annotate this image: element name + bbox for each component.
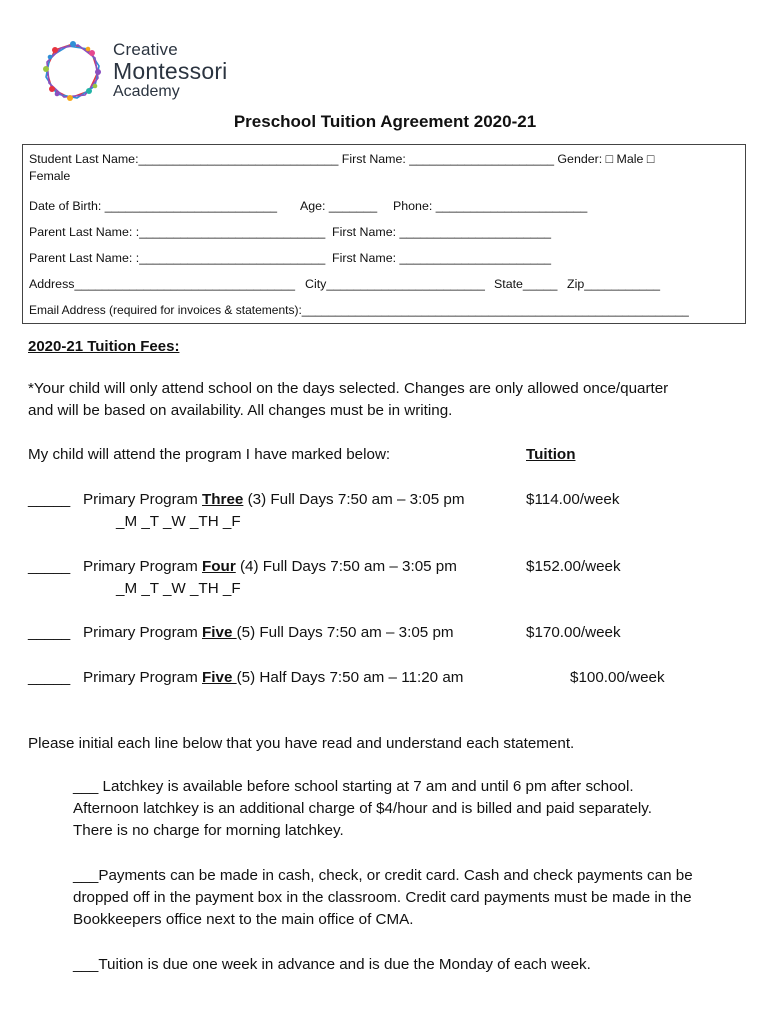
parent2-last-name-field[interactable]: Parent Last Name: :___________________________ bbox=[29, 251, 326, 265]
brand-name-line1: Creative bbox=[113, 40, 178, 59]
program-hours: (5) Half Days 7:50 am – 11:20 am bbox=[236, 669, 464, 686]
latchkey-statement-line: Afternoon latchkey is an additional charge of $4/hour and is billed and paid separately. bbox=[73, 800, 652, 817]
program-five-half-price: $100.00/week bbox=[570, 669, 665, 686]
notice-line-2: and will be based on availability. All changes must be in writing. bbox=[28, 402, 453, 419]
tuition-header: Tuition bbox=[526, 446, 576, 463]
program-five-full-price: $170.00/week bbox=[526, 624, 621, 641]
program-five-half-blank[interactable]: _____ bbox=[28, 669, 71, 686]
program-three-blank[interactable]: _____ bbox=[28, 491, 71, 508]
page-title: Preschool Tuition Agreement 2020-21 bbox=[233, 112, 537, 131]
student-name-gender-field[interactable]: Student Last Name:_____________________________ First Name: _____________________ Gender: □ Male □ bbox=[29, 152, 655, 166]
fees-heading: 2020-21 Tuition Fees: bbox=[28, 338, 180, 355]
zip-field[interactable]: Zip___________ bbox=[567, 277, 661, 291]
notice-line-1: *Your child will only attend school on the days selected. Changes are only allowed once/quarter bbox=[28, 380, 669, 397]
parent1-first-name-field[interactable]: First Name: ______________________ bbox=[332, 225, 552, 239]
program-four-blank[interactable]: _____ bbox=[28, 558, 71, 575]
latchkey-statement-line: There is no charge for morning latchkey. bbox=[73, 822, 344, 839]
payments-statement-line: dropped off in the payment box in the classroom. Credit card payments must be made in the bbox=[73, 889, 692, 906]
program-days-word: Five bbox=[202, 624, 237, 641]
female-option[interactable]: Female bbox=[29, 169, 71, 183]
tuition-due-statement-line[interactable]: ___Tuition is due one week in advance and is due the Monday of each week. bbox=[73, 956, 591, 973]
brand-name-line3: Academy bbox=[113, 83, 180, 100]
program-three-days[interactable]: _M _T _W _TH _F bbox=[116, 513, 241, 530]
program-hours: (3) Full Days 7:50 am – 3:05 pm bbox=[243, 491, 465, 508]
email-field[interactable]: Email Address (required for invoices & statements):__________________________________________________________ bbox=[29, 303, 689, 317]
city-field[interactable]: City_______________________ bbox=[305, 277, 485, 291]
payments-statement-line[interactable]: ___Payments can be made in cash, check, or credit card. Cash and check payments can be bbox=[73, 867, 693, 884]
initial-instruction: Please initial each line below that you have read and understand each statement. bbox=[28, 735, 575, 752]
program-label: Primary Program bbox=[83, 624, 202, 641]
state-field[interactable]: State_____ bbox=[494, 277, 558, 291]
address-field[interactable]: Address________________________________ bbox=[29, 277, 295, 291]
program-five-full-blank[interactable]: _____ bbox=[28, 624, 71, 641]
brand-name-line2: Montessori bbox=[113, 58, 228, 84]
dob-field[interactable]: Date of Birth: _________________________ bbox=[29, 199, 278, 213]
program-label: Primary Program bbox=[83, 558, 202, 575]
program-days-word: Four bbox=[202, 558, 236, 575]
latchkey-statement-line[interactable]: ___ Latchkey is available before school starting at 7 am and until 6 pm after school. bbox=[73, 778, 634, 795]
program-label: Primary Program bbox=[83, 669, 202, 686]
academy-logo-icon bbox=[40, 36, 106, 106]
program-hours: (4) Full Days 7:50 am – 3:05 pm bbox=[235, 558, 457, 575]
program-label: Primary Program bbox=[83, 491, 202, 508]
attend-label: My child will attend the program I have marked below: bbox=[28, 446, 391, 463]
program-three-line bbox=[83, 491, 465, 508]
payments-statement-line: Bookkeepers office next to the main office of CMA. bbox=[73, 911, 414, 928]
phone-field[interactable]: Phone: ______________________ bbox=[393, 199, 588, 213]
age-field[interactable]: Age: _______ bbox=[300, 199, 378, 213]
program-days-word: Three bbox=[202, 491, 244, 508]
program-five-half-line bbox=[83, 669, 463, 686]
program-four-days[interactable]: _M _T _W _TH _F bbox=[116, 580, 241, 597]
program-five-full-line bbox=[83, 624, 454, 641]
program-three-price: $114.00/week bbox=[526, 491, 620, 508]
program-days-word: Five bbox=[202, 669, 237, 686]
parent1-last-name-field[interactable]: Parent Last Name: :___________________________ bbox=[29, 225, 326, 239]
program-four-price: $152.00/week bbox=[526, 558, 621, 575]
program-four-line bbox=[83, 558, 457, 575]
program-hours: (5) Full Days 7:50 am – 3:05 pm bbox=[236, 624, 454, 641]
parent2-first-name-field[interactable]: First Name: ______________________ bbox=[332, 251, 552, 265]
